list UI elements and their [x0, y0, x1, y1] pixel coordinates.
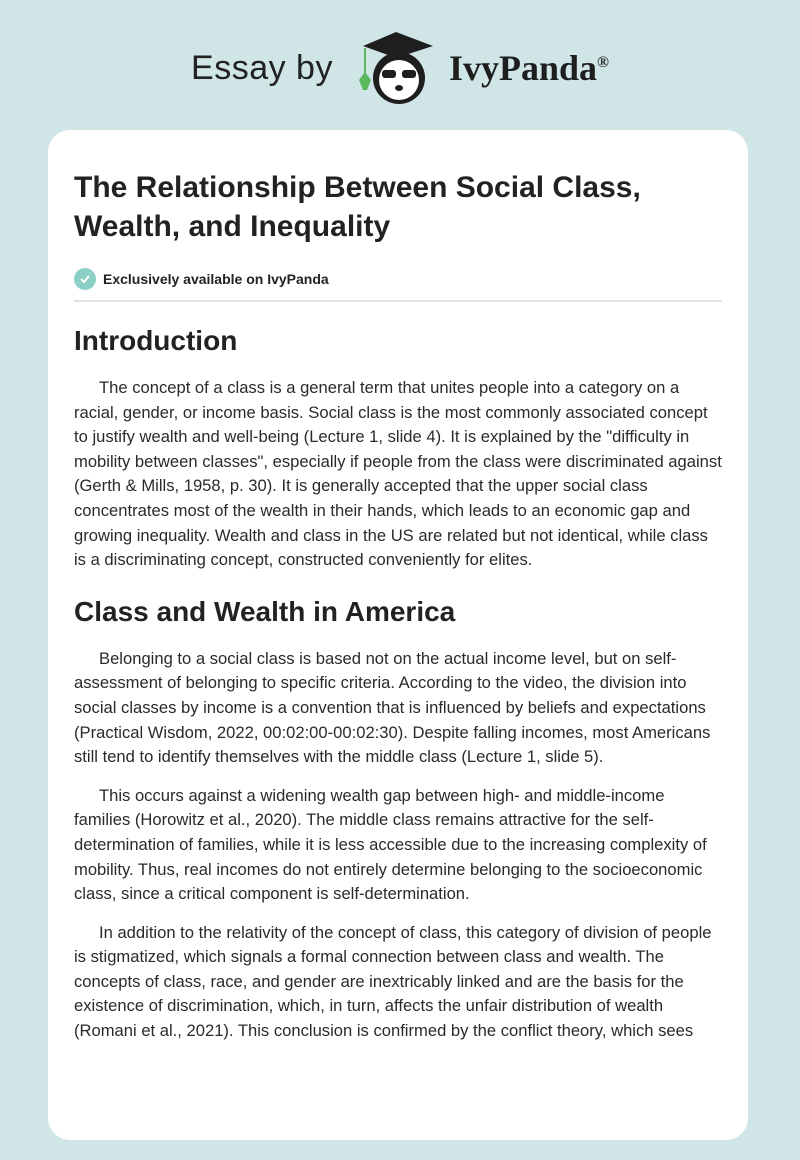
check-icon — [74, 268, 96, 290]
section-heading: Introduction — [74, 325, 238, 356]
divider — [74, 300, 722, 302]
paragraph: Belonging to a social class is based not on the actual income level, but on self-assessment of belonging to specific criteria. According to the video, the division into social classes by income is a convention that is influenced by beliefs and expectations (Practical Wisdom, 2022, 00:02:00-00:02:30). Despite falling incomes, most Americans still tend to identify themselves with the middle class (Lecture 1, slide 5). — [74, 648, 711, 767]
exclusive-badge — [74, 268, 722, 290]
essay-card — [48, 130, 748, 1140]
panda-logo-icon[interactable] — [351, 28, 441, 108]
section-heading: Class and Wealth in America — [74, 595, 456, 627]
registered-mark: ® — [597, 54, 609, 71]
badge-text: Exclusively available on IvyPanda — [103, 271, 329, 287]
site-header — [0, 28, 800, 108]
essay-title: The Relationship Between Social Class, Wealth, and Inequality — [74, 171, 641, 243]
paragraph: In addition to the relativity of the concept of class, this category of division of people is stigmatized, which signals a formal connection between class and wealth. The concepts of class, race, and gender are inextricably linked and are the basis for the existence of discrimination, which, in turn, affects the unfair distribution of wealth (Romani et al., 2021). This conclusion is confirmed by the conflict theory, which sees — [74, 922, 712, 1041]
paragraph: This occurs against a widening wealth gap between high- and middle-income families (Horowitz et al., 2020). The middle class remains attractive for the self-determination of families, while it is less accessible due to the increasing complexity of mobility. Thus, real incomes do not entirely determine belonging to the socioeconomic class, since a critical component is self-determination. — [74, 785, 707, 904]
essay-by-label: Essay by — [191, 48, 333, 87]
paragraph: The concept of a class is a general term that unites people into a category on a racial, gender, or income basis. Social class is the most commonly associated concept to justify wealth and well-being (Lecture 1, slide 4). It is explained by the "difficulty in mobility between classes", especially if people from the class were discriminated against (Gerth & Mills, 1958, p. 30). It is generally accepted that the upper social class concentrates most of the wealth in their hands, which leads to an economic gap and growing inequality. Wealth and class in the US are related but not identical, while class is a discriminating concept, constructed conveniently for elites. — [74, 378, 722, 570]
brand-name[interactable] — [449, 47, 609, 89]
brand-text: IvyPanda — [448, 48, 598, 88]
